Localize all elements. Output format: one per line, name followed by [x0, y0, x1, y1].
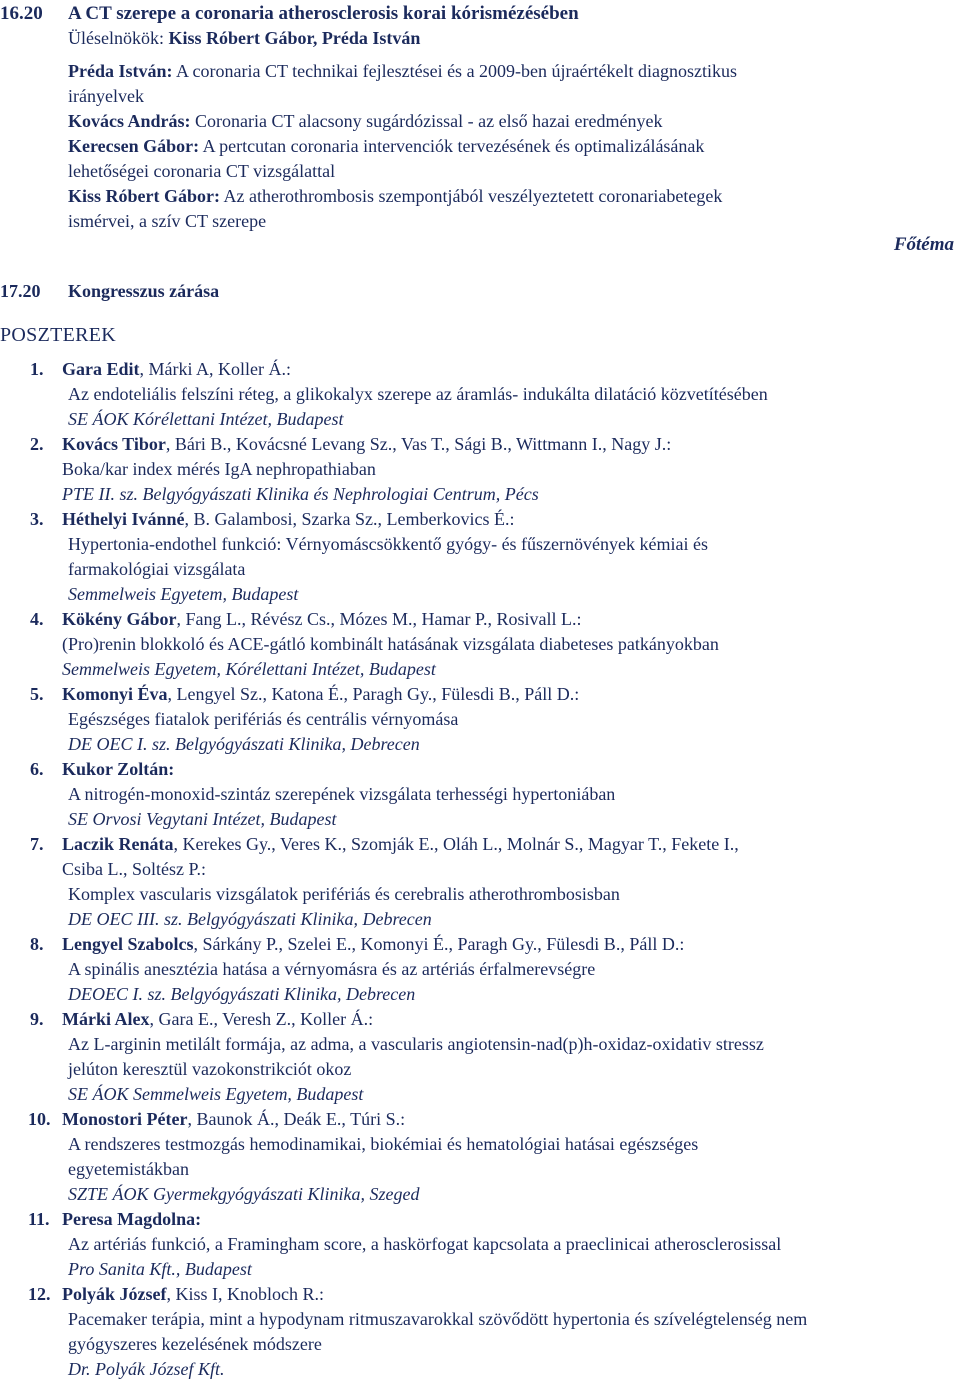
poster-institution: Semmelweis Egyetem, Kórélettani Intézet, Budapest: [62, 659, 436, 679]
poster-lead-author: Komonyi Éva: [62, 684, 168, 704]
poster-authors: [62, 1107, 405, 1132]
poster-coauthors: , Kiss I, Knobloch R.:: [166, 1284, 324, 1304]
poster-coauthors: , Sárkány P., Szelei E., Komonyi É., Paragh Gy., Fülesdi B., Páll D.:: [193, 934, 685, 954]
talk-3-cont: lehetőségei coronaria CT vizsgálattal: [68, 161, 336, 181]
poster-authors-cont: Csiba L., Soltész P.:: [62, 859, 207, 879]
poster-title-cont: gyógyszeres kezelésének módszere: [68, 1334, 322, 1354]
poster-authors: [62, 682, 579, 707]
poster-number: 1.: [30, 359, 44, 379]
poster-coauthors: , Kerekes Gy., Veres K., Szomják E., Oláh L., Molnár S., Magyar T., Fekete I.,: [173, 834, 739, 854]
poster-title: Pacemaker terápia, mint a hypodynam ritmuszavarokkal szövődött hypertonia és szívelégtelenség nem: [68, 1309, 808, 1329]
poster-institution: SE ÁOK Kórélettani Intézet, Budapest: [68, 409, 344, 429]
poster-lead-author: Kukor Zoltán:: [62, 759, 175, 779]
poster-authors: [62, 1282, 324, 1307]
chairs-label: Üléselnökök:: [68, 28, 169, 48]
poster-authors: [62, 757, 174, 782]
poster-number: 4.: [30, 609, 44, 629]
talk-4-cont: ismérvei, a szív CT szerepe: [68, 211, 267, 231]
talk-4: [68, 184, 722, 209]
poster-number: 5.: [30, 684, 44, 704]
poster-number: 3.: [30, 509, 44, 529]
poster-authors: [62, 1207, 201, 1232]
poster-number: 9.: [30, 1009, 44, 1029]
poster-coauthors: , Baunok Á., Deák E., Túri S.:: [187, 1109, 406, 1129]
poster-lead-author: Polyák József: [62, 1284, 167, 1304]
poster-authors: [62, 932, 684, 957]
chairs-names: Kiss Róbert Gábor, Préda István: [168, 28, 421, 48]
talk-title: A pertcutan coronaria intervenciók tervezésének és optimalizálásának: [199, 136, 705, 156]
poster-coauthors: , Gara E., Veresh Z., Koller Á.:: [149, 1009, 374, 1029]
poster-title: A rendszeres testmozgás hemodinamikai, biokémiai és hematológiai hatásai egészséges: [68, 1134, 699, 1154]
poster-title: Komplex vascularis vizsgálatok perifériás és cerebralis atherothrombosisban: [68, 884, 620, 904]
session-time: 16.20: [0, 3, 43, 24]
poster-authors: [62, 1007, 373, 1032]
poster-lead-author: Héthelyi Ivánné: [62, 509, 185, 529]
talk-speaker: Kiss Róbert Gábor:: [68, 186, 220, 206]
posters-heading: POSZTEREK: [0, 324, 117, 346]
poster-lead-author: Monostori Péter: [62, 1109, 188, 1129]
poster-institution: Dr. Polyák József Kft.: [68, 1359, 225, 1379]
session-title: A CT szerepe a coronaria atherosclerosis korai kórismézésében: [68, 3, 579, 24]
poster-institution: PTE II. sz. Belgyógyászati Klinika és Nephrologiai Centrum, Pécs: [62, 484, 539, 504]
poster-title: Boka/kar index mérés IgA nephropathiaban: [62, 459, 376, 479]
talk-2: [68, 109, 663, 134]
poster-number: 7.: [30, 834, 44, 854]
poster-number: 11.: [28, 1209, 50, 1229]
closing-time: 17.20: [0, 281, 41, 301]
poster-lead-author: Laczik Renáta: [62, 834, 174, 854]
poster-institution: DE OEC I. sz. Belgyógyászati Klinika, Debrecen: [68, 734, 420, 754]
poster-institution: SE ÁOK Semmelweis Egyetem, Budapest: [68, 1084, 364, 1104]
poster-lead-author: Gara Edit: [62, 359, 140, 379]
poster-lead-author: Kökény Gábor: [62, 609, 177, 629]
poster-number: 2.: [30, 434, 44, 454]
poster-institution: SE Orvosi Vegytani Intézet, Budapest: [68, 809, 337, 829]
poster-lead-author: Peresa Magdolna:: [62, 1209, 202, 1229]
poster-institution: DEOEC I. sz. Belgyógyászati Klinika, Debrecen: [68, 984, 416, 1004]
poster-title: Egészséges fiatalok perifériás és centrális vérnyomása: [68, 709, 459, 729]
poster-title: A nitrogén-monoxid-szintáz szerepének vizsgálata terhességi hypertoniában: [68, 784, 616, 804]
poster-coauthors: , Bári B., Kovácsné Levang Sz., Vas T., Sági B., Wittmann I., Nagy J.:: [165, 434, 672, 454]
talk-speaker: Kerecsen Gábor:: [68, 136, 200, 156]
session-chairs: [68, 26, 420, 51]
poster-title-cont: jelúton keresztül vazokonstrikciót okoz: [68, 1059, 352, 1079]
poster-title: Hypertonia-endothel funkció: Vérnyomáscsökkentő gyógy- és fűszernövények kémiai és: [68, 534, 708, 554]
poster-title: A spinális anesztézia hatása a vérnyomásra és az artériás érfalmerevségre: [68, 959, 596, 979]
poster-title: Az L-arginin metilált formája, az adma, a vascularis angiotensin-nad(p)h-oxidaz-oxidativ stressz: [68, 1034, 764, 1054]
talk-title: Az atherothrombosis szempontjából veszélyeztetett coronariabetegek: [220, 186, 723, 206]
poster-lead-author: Márki Alex: [62, 1009, 150, 1029]
poster-coauthors: , B. Galambosi, Szarka Sz., Lemberkovics É.:: [184, 509, 515, 529]
talk-speaker: Préda István:: [68, 61, 173, 81]
poster-coauthors: , Fang L., Révész Cs., Mózes M., Hamar P., Rosivall L.:: [176, 609, 582, 629]
poster-title-cont: egyetemistákban: [68, 1159, 189, 1179]
talk-speaker: Kovács András:: [68, 111, 191, 131]
poster-title: (Pro)renin blokkoló és ACE-gátló kombinált hatásának vizsgálata diabeteses patkányokban: [62, 634, 719, 654]
poster-title: Az artériás funkció, a Framingham score, a haskörfogat kapcsolata a praeclinicai atherosclerosissal: [68, 1234, 782, 1254]
poster-authors: [62, 432, 671, 457]
talk-title: Coronaria CT alacsony sugárdózissal - az első hazai eredmények: [190, 111, 663, 131]
poster-authors: [62, 832, 739, 857]
poster-number: 6.: [30, 759, 44, 779]
poster-institution: Semmelweis Egyetem, Budapest: [68, 584, 299, 604]
poster-number: 8.: [30, 934, 44, 954]
poster-lead-author: Lengyel Szabolcs: [62, 934, 194, 954]
fotema-label: Főtéma: [893, 234, 954, 255]
poster-authors: [62, 357, 291, 382]
poster-coauthors: , Lengyel Sz., Katona É., Paragh Gy., Fülesdi B., Páll D.:: [167, 684, 580, 704]
closing-title: Kongresszus zárása: [68, 281, 220, 301]
poster-authors: [62, 507, 514, 532]
poster-coauthors: , Márki A, Koller Á.:: [139, 359, 291, 379]
poster-authors: [62, 607, 581, 632]
poster-institution: DE OEC III. sz. Belgyógyászati Klinika, Debrecen: [68, 909, 432, 929]
talk-3: [68, 134, 704, 159]
talk-title: A coronaria CT technikai fejlesztései és a 2009-ben újraértékelt diagnosztikus: [172, 61, 737, 81]
poster-number: 10.: [28, 1109, 51, 1129]
poster-title-cont: farmakológiai vizsgálata: [68, 559, 246, 579]
poster-institution: SZTE ÁOK Gyermekgyógyászati Klinika, Szeged: [68, 1184, 420, 1204]
poster-number: 12.: [28, 1284, 51, 1304]
poster-institution: Pro Sanita Kft., Budapest: [68, 1259, 252, 1279]
talk-1-cont: irányelvek: [68, 86, 144, 106]
poster-lead-author: Kovács Tibor: [62, 434, 166, 454]
talk-1: [68, 59, 737, 84]
poster-title: Az endoteliális felszíni réteg, a glikokalyx szerepe az áramlás- indukálta dilatáció közvetítésében: [68, 384, 768, 404]
